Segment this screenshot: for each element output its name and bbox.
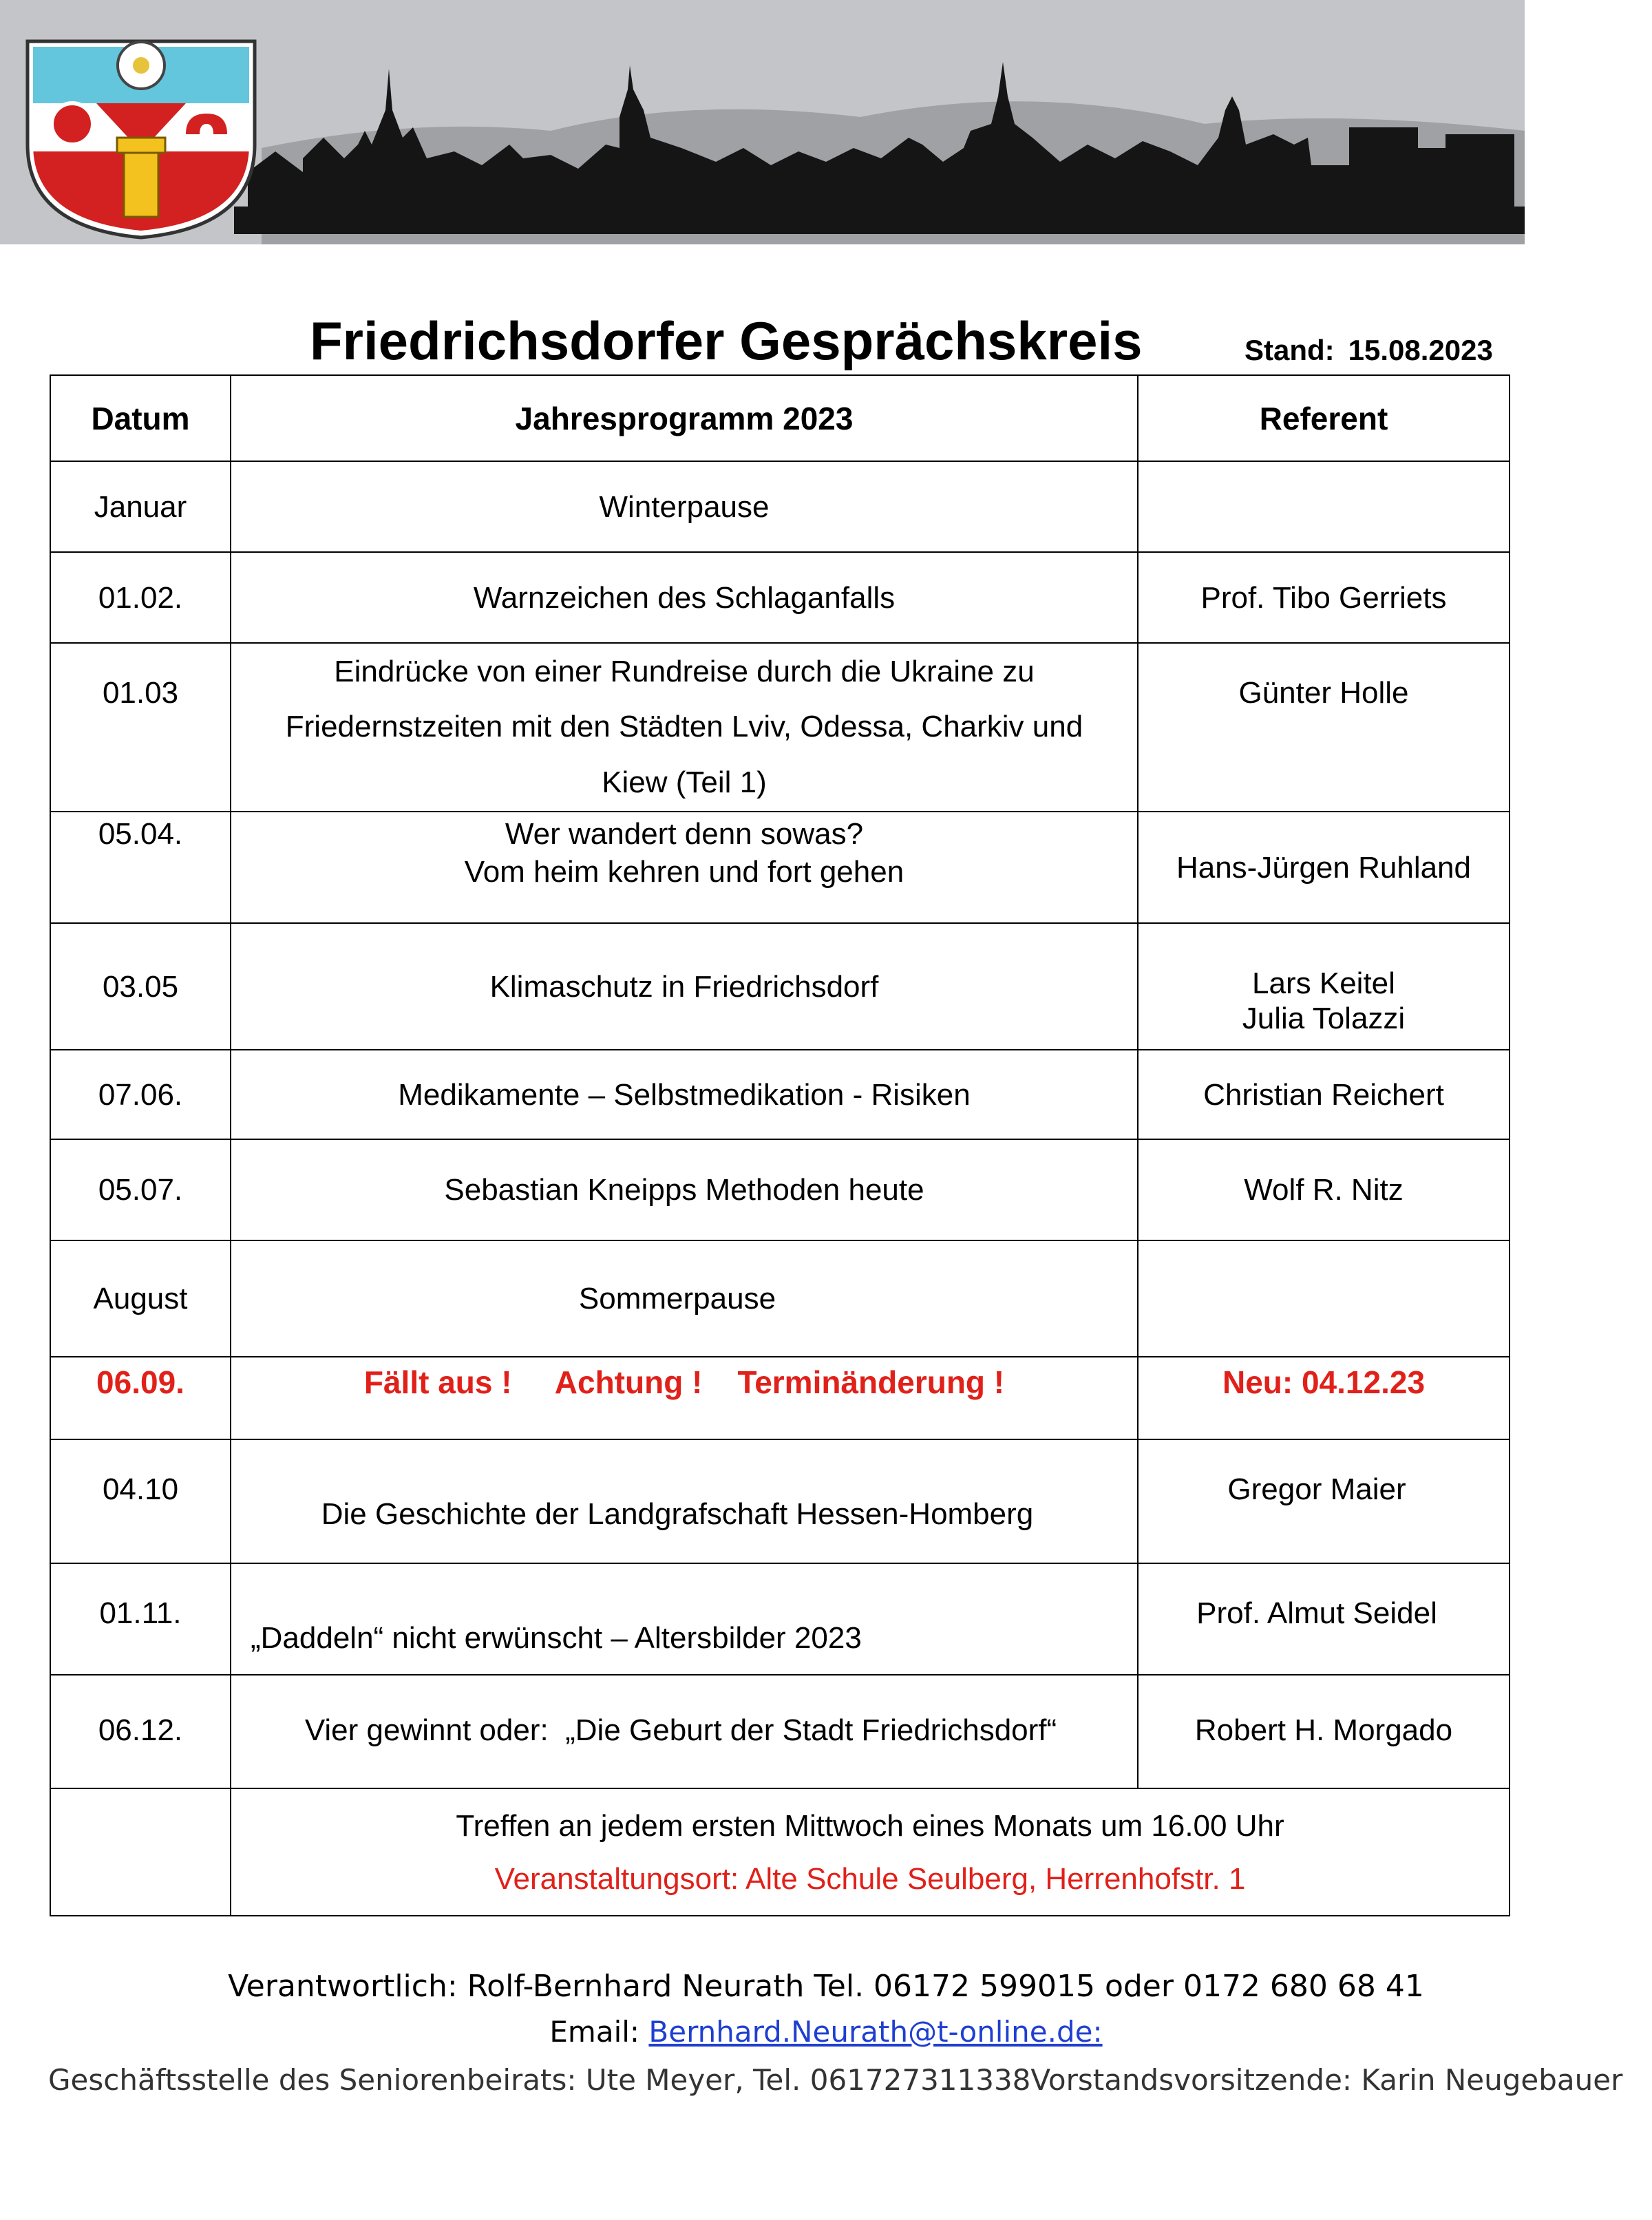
row-speaker (1138, 461, 1510, 552)
header-program: Jahresprogramm 2023 (231, 375, 1138, 461)
row-speaker: Robert H. Morgado (1138, 1675, 1510, 1788)
program-table (50, 374, 1510, 1916)
row-speaker: Günter Holle (1138, 643, 1510, 812)
row-speaker: Wolf R. Nitz (1138, 1139, 1510, 1240)
table-row (50, 1240, 1510, 1357)
meeting-info (231, 1788, 1510, 1916)
meeting-location: Veranstaltungsort: Alte Schule Seulberg, Herrenhofstr. 1 (494, 1861, 1246, 1896)
table-row (50, 812, 1510, 923)
row-date: 01.03 (50, 643, 231, 812)
row-speaker: Hans-Jürgen Ruhland (1138, 812, 1510, 923)
table-row-meeting-info (50, 1788, 1510, 1916)
table-header-row (50, 375, 1510, 461)
row-topic: Winterpause (231, 461, 1138, 552)
speaker-line: Julia Tolazzi (1242, 1002, 1406, 1035)
row-date: Januar (50, 461, 231, 552)
email-label: Email: (549, 2015, 640, 2049)
row-topic: Klimaschutz in Friedrichsdorf (231, 923, 1138, 1050)
row-date: 05.07. (50, 1139, 231, 1240)
row-speaker: Neu: 04.12.23 (1138, 1357, 1510, 1439)
row-speaker (1138, 923, 1510, 1050)
table-row-cancelled (50, 1357, 1510, 1439)
responsible-contact: Verantwortlich: Rolf-Bernhard Neurath Tel. 06172 599015 oder 0172 680 68 41 (228, 1969, 1424, 2004)
row-topic: Warnzeichen des Schlaganfalls (231, 552, 1138, 643)
row-topic: Vier gewinnt oder: „Die Geburt der Stadt Friedrichsdorf“ (231, 1675, 1138, 1788)
stand-date (1245, 334, 1493, 367)
table-row (50, 1439, 1510, 1563)
row-date: August (50, 1240, 231, 1357)
row-topic: Die Geschichte der Landgrafschaft Hessen-Homberg (231, 1439, 1138, 1563)
topic-line: Kiew (Teil 1) (602, 765, 767, 799)
page-title: Friedrichsdorfer Gesprächskreis (310, 310, 1143, 371)
row-date: 05.04. (50, 812, 231, 923)
topic-line: Vom heim kehren und fort gehen (464, 855, 904, 889)
row-topic (231, 643, 1138, 812)
row-topic: Fällt aus ! Achtung ! Terminänderung ! (231, 1357, 1138, 1439)
header-banner (0, 0, 1525, 244)
row-topic (231, 812, 1138, 923)
row-topic: Sommerpause (231, 1240, 1138, 1357)
table-row (50, 1675, 1510, 1788)
stand-value: 15.08.2023 (1348, 334, 1493, 366)
table-row (50, 552, 1510, 643)
speaker-line: Lars Keitel (1252, 966, 1395, 1001)
table-row (50, 1050, 1510, 1139)
row-date: 01.02. (50, 552, 231, 643)
row-topic: Sebastian Kneipps Methoden heute (231, 1139, 1138, 1240)
table-row (50, 1139, 1510, 1240)
row-speaker: Prof. Almut Seidel (1138, 1563, 1510, 1675)
row-date: 06.09. (50, 1357, 231, 1439)
topic-line: Friedernstzeiten mit den Städten Lviv, Odessa, Charkiv und (285, 710, 1083, 744)
row-date: 07.06. (50, 1050, 231, 1139)
email-line (0, 2015, 1652, 2049)
table-row (50, 461, 1510, 552)
header-speaker: Referent (1138, 375, 1510, 461)
coat-of-arms-icon (28, 41, 255, 237)
row-date: 04.10 (50, 1439, 231, 1563)
row-speaker: Christian Reichert (1138, 1050, 1510, 1139)
stand-label: Stand: (1245, 334, 1335, 366)
header-date: Datum (50, 375, 231, 461)
table-row (50, 643, 1510, 812)
row-date: 03.05 (50, 923, 231, 1050)
meeting-schedule: Treffen an jedem ersten Mittwoch eines Monats um 16.00 Uhr (456, 1808, 1284, 1843)
row-speaker (1138, 1240, 1510, 1357)
row-date: 01.11. (50, 1563, 231, 1675)
topic-line: Eindrücke von einer Rundreise durch die Ukraine zu (334, 654, 1035, 688)
row-date: 06.12. (50, 1675, 231, 1788)
table-row (50, 923, 1510, 1050)
town-skyline-image (0, 0, 1525, 244)
table-row (50, 1563, 1510, 1675)
email-link[interactable]: Bernhard.Neurath@t-online.de: (648, 2015, 1103, 2049)
row-topic: „Daddeln“ nicht erwünscht – Altersbilder 2023 (231, 1563, 1138, 1675)
topic-line: Wer wandert denn sowas? (505, 817, 864, 851)
row-speaker: Gregor Maier (1138, 1439, 1510, 1563)
row-date-empty (50, 1788, 231, 1916)
office-contact: Geschäftsstelle des Seniorenbeirats: Ute Meyer, Tel. 061727311338Vorstandsvorsitzende: Karin Neugebauer (48, 2063, 1623, 2097)
row-topic: Medikamente – Selbstmedikation - Risiken (231, 1050, 1138, 1139)
row-speaker: Prof. Tibo Gerriets (1138, 552, 1510, 643)
